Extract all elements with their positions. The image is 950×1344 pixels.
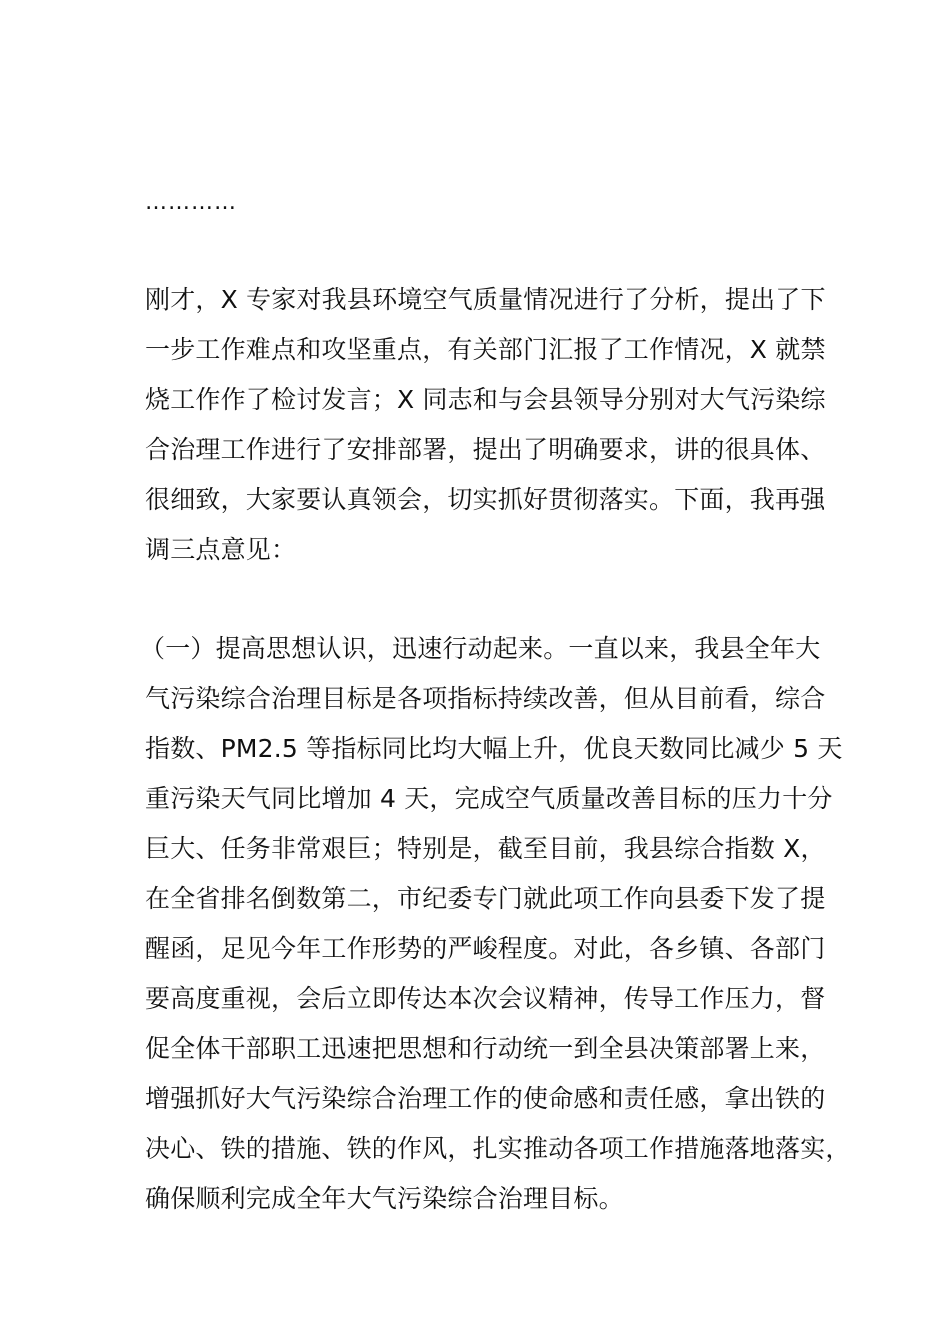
paragraph-line: 刚才，X 专家对我县环境空气质量情况进行了分析，提出了下 <box>145 285 826 314</box>
paragraph-line: 巨大、任务非常艰巨；特别是，截至目前，我县综合指数 X， <box>145 834 826 863</box>
paragraph-line: 决心、铁的措施、铁的作风，扎实推动各项工作措施落地落实， <box>145 1134 851 1163</box>
paragraph-line: 指数、PM2.5 等指标同比均大幅上升，优良天数同比减少 5 天 <box>145 734 843 763</box>
paragraph-line: 一步工作难点和攻坚重点，有关部门汇报了工作情况，X 就禁 <box>145 335 826 364</box>
paragraph-line: 气污染综合治理目标是各项指标持续改善，但从目前看，综合 <box>145 684 826 713</box>
paragraph-line: 合治理工作进行了安排部署，提出了明确要求，讲的很具体、 <box>145 435 826 464</box>
paragraph-line: 促全体干部职工迅速把思想和行动统一到全县决策部署上来， <box>145 1034 826 1063</box>
paragraph-line: 醒函，足见今年工作形势的严峻程度。对此，各乡镇、各部门 <box>145 934 826 963</box>
paragraph-line: 烧工作作了检讨发言；X 同志和与会县领导分别对大气污染综 <box>145 385 826 414</box>
paragraph-line: 要高度重视，会后立即传达本次会议精神，传导工作压力，督 <box>145 984 826 1013</box>
paragraph-line: 增强抓好大气污染综合治理工作的使命感和责任感，拿出铁的 <box>145 1084 826 1113</box>
paragraph-line: 调三点意见： <box>145 535 297 564</box>
paragraph-line: 重污染天气同比增加 4 天，完成空气质量改善目标的压力十分 <box>145 784 833 813</box>
section-heading-line: （一）提高思想认识，迅速行动起来。一直以来，我县全年大 <box>140 634 821 663</box>
paragraph-line: 在全省排名倒数第二，市纪委专门就此项工作向县委下发了提 <box>145 884 826 913</box>
paragraph-line: 确保顺利完成全年大气污染综合治理目标。 <box>145 1184 624 1213</box>
ellipsis-marker: ………… <box>145 190 237 215</box>
paragraph-line: 很细致，大家要认真领会，切实抓好贯彻落实。下面，我再强 <box>145 485 826 514</box>
